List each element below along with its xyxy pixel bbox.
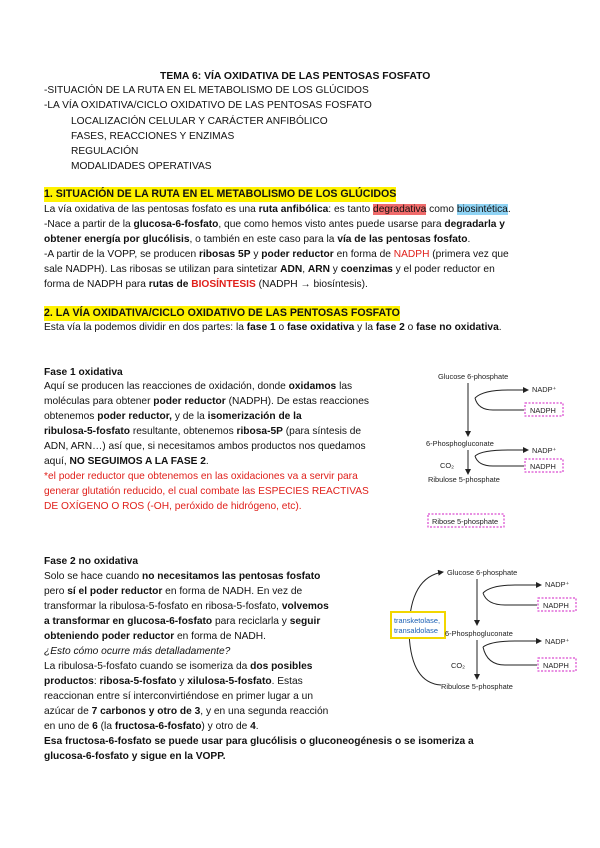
d2-cofactor-arc-1b	[483, 593, 537, 605]
d2-enzyme-1: transketolase,	[394, 616, 441, 625]
fase2-line-4: a transformar en glucosa-6-fosfato para reciclarla y seguir	[44, 616, 321, 627]
d1-cofactor-arc-1	[475, 390, 528, 398]
fase-2-heading: Fase 2 no oxidativa	[44, 556, 138, 567]
d1-nadp-2: NADP⁺	[532, 446, 557, 455]
fase2-question: ¿Esto cómo ocurre más detalladamente?	[44, 646, 231, 657]
s1-paragraph-2a: -Nace a partir de la glucosa-6-fosfato, que como hemos visto antes puede usarse para degradarla y	[44, 219, 505, 230]
fase2-line-5: obteniendo poder reductor en forma de NADH.	[44, 631, 266, 642]
d2-cofactor-arc-2b	[483, 647, 537, 665]
d2-phosphogluconate: 6-Phosphogluconate	[445, 629, 513, 638]
s1-paragraph-1: La vía oxidativa de las pentosas fosfato es una ruta anfibólica: es tanto degradativa como biosintética.	[44, 204, 511, 215]
page-title: TEMA 6: VÍA OXIDATIVA DE LAS PENTOSAS FOSFATO	[160, 71, 431, 82]
fase2-line2-5: en uno de 6 (la fructosa-6-fosfato) y otro de 4.	[44, 721, 259, 732]
s1-paragraph-3c: forma de NADPH para rutas de BIOSÍNTESIS (NADPH → biosíntesis).	[44, 279, 368, 290]
d2-nadph-1: NADPH	[543, 601, 569, 610]
d2-nadph-2: NADPH	[543, 661, 569, 670]
subindex-item-3: REGULACIÓN	[71, 146, 139, 157]
s1-paragraph-3b: sale NADPH). Las ribosas se utilizan para sintetizar ADN, ARN y coenzimas y el poder reductor en	[44, 264, 495, 275]
d1-phosphogluconate: 6-Phosphogluconate	[426, 439, 494, 448]
subindex-item-4: MODALIDADES OPERATIVAS	[71, 161, 212, 172]
oxidative-phase-diagram	[418, 370, 583, 535]
fase1-note-3: DE OXÍGENO O ROS (-OH, peróxido de hidrógeno, etc).	[44, 501, 302, 512]
d1-cofactor-arc-2b	[475, 456, 524, 466]
section-1-heading: 1. SITUACIÓN DE LA RUTA EN EL METABOLISMO DE LOS GLÚCIDOS	[44, 188, 397, 200]
fase1-note-2: generar glutatión reducido, el cual combate las ESPECIES REACTIVAS	[44, 486, 369, 497]
d2-nadp-2: NADP⁺	[545, 637, 570, 646]
d1-ribulose: Ribulose 5-phosphate	[428, 475, 500, 484]
s1-paragraph-3a: -A partir de la VOPP, se producen ribosas 5P y poder reductor en forma de NADPH (primera vez que	[44, 249, 509, 260]
s1-paragraph-2b: obtener energía por glucólisis, o también en este caso para la vía de las pentosas fosfato.	[44, 234, 471, 245]
d1-nadp-1: NADP⁺	[532, 385, 557, 394]
index-item-2: -LA VÍA OXIDATIVA/CICLO OXIDATIVO DE LAS PENTOSAS FOSFATO	[44, 100, 372, 111]
fase2-final-2: glucosa-6-fosfato y sigue en la VOPP.	[44, 751, 226, 762]
subindex-item-1: LOCALIZACIÓN CELULAR Y CARÁCTER ANFIBÓLICO	[71, 116, 328, 127]
fase1-line-2: moléculas para obtener poder reductor (NADPH). De estas reacciones	[44, 396, 369, 407]
d1-nadph-1: NADPH	[530, 406, 556, 415]
fase2-line2-2: productos: ribosa-5-fosfato y xilulosa-5-fosfato. Estas	[44, 676, 303, 687]
fase1-line-3: obtenemos poder reductor, y de la isomerización de la	[44, 411, 302, 422]
fase2-line-1: Solo se hace cuando no necesitamos las pentosas fosfato	[44, 571, 321, 582]
s2-intro: Esta vía la podemos dividir en dos partes: la fase 1 o fase oxidativa y la fase 2 o fase no oxidativa.	[44, 322, 502, 333]
d1-glucose-label: Glucose 6-phosphate	[438, 372, 509, 381]
fase2-line2-3: reaccionan entre sí interconvirtiéndose en primer lugar a un	[44, 691, 313, 702]
index-item-1: -SITUACIÓN DE LA RUTA EN EL METABOLISMO DE LOS GLÚCIDOS	[44, 85, 369, 96]
section-2-heading: 2. LA VÍA OXIDATIVA/CICLO OXIDATIVO DE LAS PENTOSAS FOSFATO	[44, 307, 400, 319]
fase1-line-6: aquí, NO SEGUIMOS A LA FASE 2.	[44, 456, 209, 467]
fase1-note-1: *el poder reductor que obtenemos en las oxidaciones va a servir para	[44, 471, 358, 482]
d1-nadph-2: NADPH	[530, 462, 556, 471]
fase-1-heading: Fase 1 oxidativa	[44, 367, 123, 378]
d2-ribulose: Ribulose 5-phosphate	[441, 682, 513, 691]
fase1-line-5: ADN, ARN…) así que, si necesitamos ambos productos nos quedamos	[44, 441, 366, 452]
d1-co2: CO₂	[440, 461, 454, 470]
d2-enzyme-2: transaldolase	[394, 626, 438, 635]
d1-ribose: Ribose 5-phosphate	[432, 517, 499, 526]
d1-cofactor-arc-1b	[475, 398, 524, 410]
d2-co2: CO₂	[451, 661, 465, 670]
non-oxidative-cycle-diagram	[385, 565, 585, 695]
fase1-line-4: ribulosa-5-fosfato resultante, obtenemos ribosa-5P (para síntesis de	[44, 426, 362, 437]
d2-cofactor-arc-2	[483, 641, 541, 647]
d1-cofactor-arc-2	[475, 450, 528, 456]
d2-glucose-label: Glucose 6-phosphate	[447, 568, 518, 577]
subindex-item-2: FASES, REACCIONES Y ENZIMAS	[71, 131, 235, 142]
d2-nadp-1: NADP⁺	[545, 580, 570, 589]
fase2-line-2: pero sí el poder reductor en forma de NADH. En vez de	[44, 586, 303, 597]
fase2-line2-1: La ribulosa-5-fosfato cuando se isomeriza da dos posibles	[44, 661, 313, 672]
fase1-line-1: Aquí se producen las reacciones de oxidación, donde oxidamos las	[44, 381, 353, 392]
fase2-final-1: Esa fructosa-6-fosfato se puede usar para glucólisis o gluconeogénesis o se isomeriza a	[44, 736, 474, 747]
fase2-line-3: transformar la ribulosa-5-fosfato en ribosa-5-fosfato, volvemos	[44, 601, 329, 612]
fase2-line2-4: azúcar de 7 carbonos y otro de 3, y en una segunda reacción	[44, 706, 329, 717]
d2-cofactor-arc-1	[483, 585, 541, 593]
